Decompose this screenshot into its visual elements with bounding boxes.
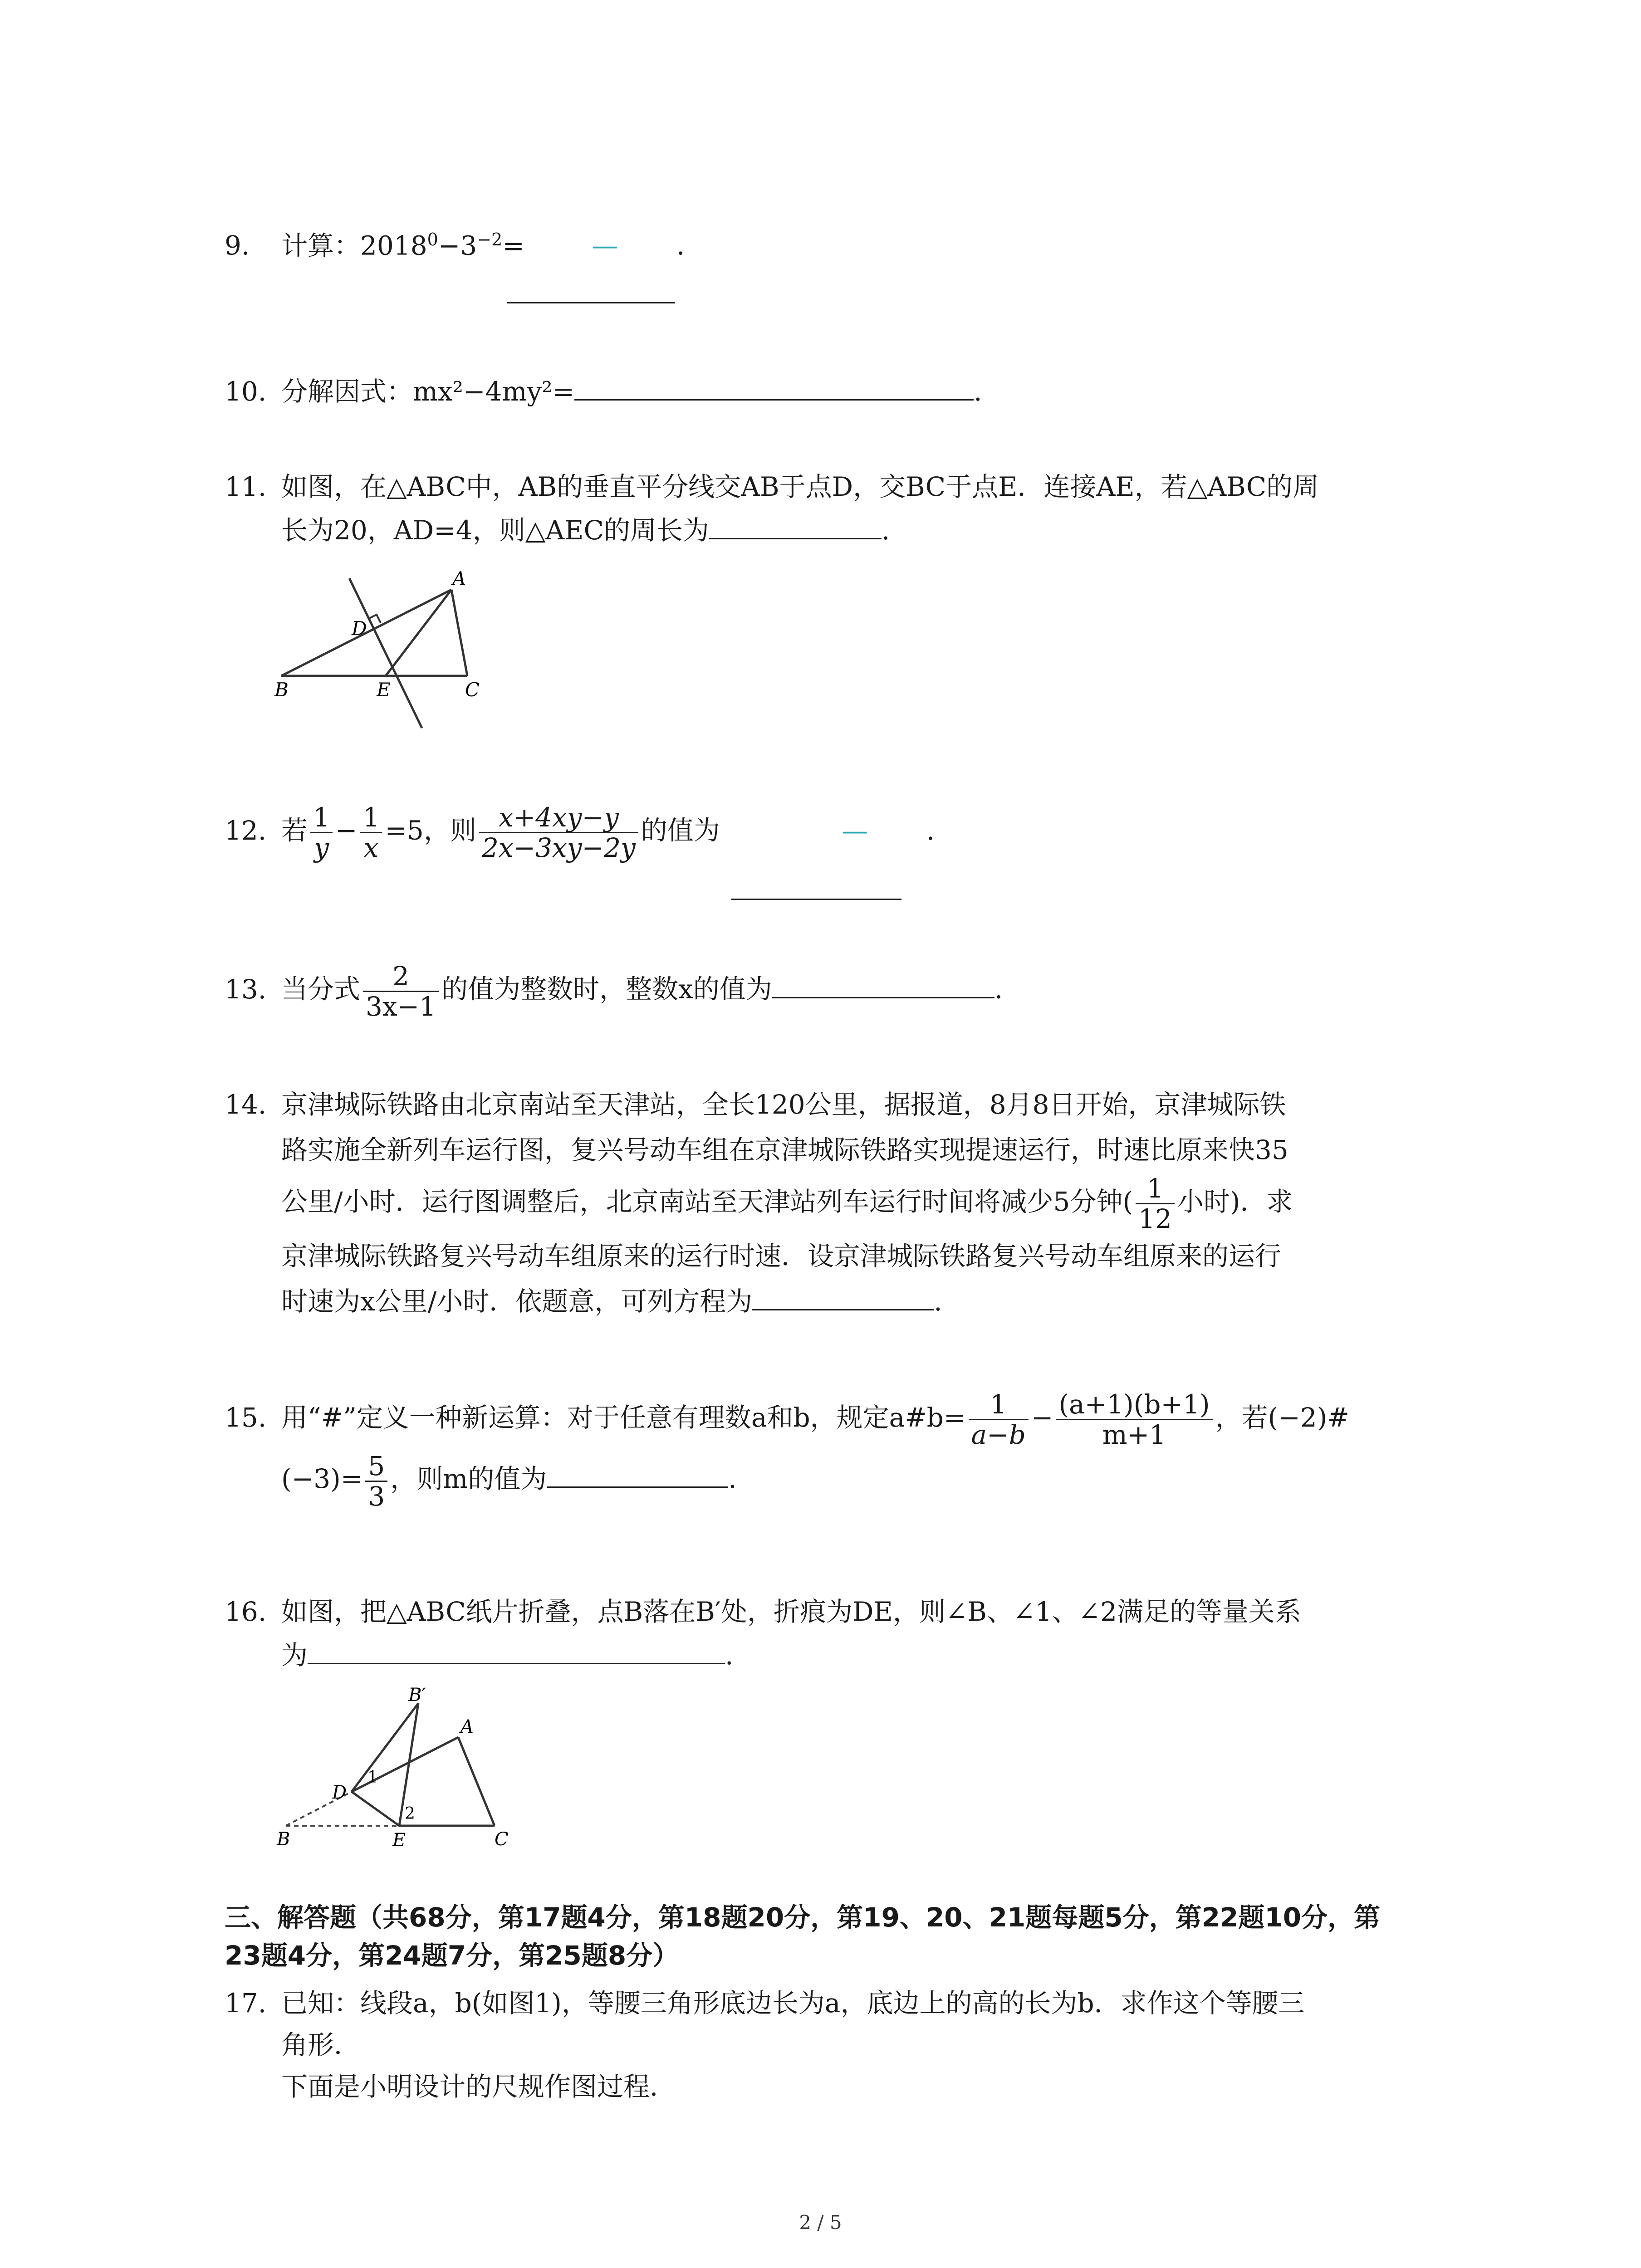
period: . (926, 815, 935, 846)
period: . (994, 973, 1003, 1005)
answer-blank[interactable] (574, 372, 974, 401)
question-text: = (502, 230, 524, 261)
dash-mark: — (592, 230, 618, 261)
exponent: 0 (427, 230, 438, 249)
denominator: y (314, 832, 329, 863)
question-14 (225, 1082, 1469, 1324)
question-text: 路实施全新列车运行图，复兴号动车组在京津城际铁路实现提速运行，时速比原来快35 (281, 1134, 1288, 1165)
denominator: x (363, 832, 379, 863)
exponent: −2 (477, 230, 503, 249)
dash-mark: — (842, 815, 868, 846)
question-11 (225, 465, 1469, 552)
fraction (969, 1390, 1029, 1449)
answer-blank[interactable] (752, 1282, 934, 1310)
answer-blank[interactable] (507, 272, 675, 303)
fold-figure-16 (272, 1687, 526, 1851)
denominator: 3x−1 (366, 991, 436, 1022)
fraction (1136, 1174, 1175, 1233)
operator: − (335, 815, 358, 846)
period: . (676, 230, 685, 261)
section-heading-line: 23题4分，第24题7分，第25题8分） (225, 1940, 679, 1971)
fraction (479, 803, 638, 862)
period: . (934, 1286, 942, 1317)
vertex-label-A: A (460, 1716, 474, 1737)
question-text: 公里/小时．运行图调整后，北京南站至天津站列车运行时间将减少5分钟( (281, 1186, 1133, 1217)
fraction (365, 1452, 387, 1511)
vertex-label-C: C (495, 1829, 509, 1850)
question-12 (225, 803, 1469, 862)
question-number: 10. (225, 376, 267, 407)
triangle-figure-11 (272, 567, 508, 730)
numerator: 1 (1136, 1174, 1175, 1204)
question-text: ，若(−2)# (1215, 1402, 1350, 1433)
section-heading (225, 1898, 1469, 1975)
question-text: 计算：2018 (281, 230, 427, 261)
numerator: 1 (969, 1390, 1029, 1420)
page-number: 2 / 5 (799, 2211, 842, 2234)
question-text: 京津城际铁路复兴号动车组原来的运行时速．设京津城际铁路复兴号动车组原来的运行 (281, 1241, 1282, 1272)
numerator: 1 (310, 803, 333, 833)
numerator: 2 (363, 962, 439, 992)
question-number: 11. (225, 471, 267, 502)
question-text: 当分式 (281, 973, 361, 1005)
question-number: 13. (225, 973, 267, 1005)
question-number: 17. (225, 1988, 267, 2019)
denominator: a−b (971, 1419, 1026, 1451)
fraction (363, 962, 439, 1021)
question-number: 9. (225, 230, 250, 261)
question-number: 16. (225, 1596, 267, 1627)
period: . (881, 515, 890, 546)
section-heading-line: 三、解答题（共68分，第17题4分，第18题20分，第19、20、21题每题5分，第22题10分，第 (225, 1902, 1381, 1933)
question-text: 的值为整数时，整数x的值为 (441, 973, 772, 1005)
question-text: −3 (438, 230, 477, 261)
answer-blank[interactable] (547, 1459, 728, 1488)
question-number: 15. (225, 1402, 267, 1433)
question-text: 如图，在△ABC中，AB的垂直平分线交AB于点D，交BC于点E．连接AE，若△ABC的周 (281, 471, 1319, 502)
question-text: 如图，把△ABC纸片折叠，点B落在B′处，折痕为DE，则∠B、∠1、∠2满足的等量关系 (281, 1596, 1302, 1627)
denominator: 2x−3xy−2y (481, 832, 636, 863)
vertex-label-B-prime: B′ (408, 1687, 426, 1706)
period: . (725, 1640, 734, 1671)
vertex-label-A: A (452, 567, 466, 590)
numerator: x+4xy−y (479, 803, 638, 833)
vertex-label-E: E (392, 1830, 406, 1851)
question-text: 分解因式：mx²−4my²= (281, 376, 575, 407)
question-text: 用“#”定义一种新运算：对于任意有理数a和b，规定a#b= (281, 1402, 966, 1433)
answer-blank[interactable] (308, 1636, 725, 1664)
fraction (1056, 1390, 1212, 1449)
answer-blank[interactable] (731, 869, 901, 900)
numerator: (a+1)(b+1) (1056, 1390, 1212, 1420)
vertex-label-C: C (465, 679, 480, 701)
question-text: (−3)= (281, 1463, 363, 1495)
question-text: 京津城际铁路由北京南站至天津站，全长120公里，据报道，8月8日开始，京津城际铁 (281, 1089, 1286, 1120)
question-17 (225, 1982, 1469, 2107)
question-text: 长为20，AD=4，则△AEC的周长为 (281, 515, 709, 546)
fraction (360, 803, 382, 862)
denominator: 3 (368, 1481, 385, 1512)
fraction (310, 803, 333, 862)
question-text: ，则m的值为 (390, 1463, 547, 1495)
numerator: 5 (365, 1452, 387, 1482)
question-10 (225, 370, 1469, 413)
vertex-label-E: E (377, 679, 391, 701)
question-9 (225, 218, 1469, 267)
vertex-label-D: D (352, 617, 367, 640)
answer-blank[interactable] (772, 970, 994, 998)
question-text: =5，则 (385, 815, 476, 846)
question-number: 12. (225, 815, 267, 846)
question-text: 已知：线段a，b(如图1)，等腰三角形底边长为a，底边上的高的长为b．求作这个等腰三 (281, 1988, 1305, 2019)
operator: − (1031, 1402, 1053, 1433)
denominator: 12 (1138, 1203, 1172, 1235)
question-text: 小时)．求 (1177, 1186, 1293, 1217)
question-number: 14. (225, 1089, 267, 1120)
period: . (974, 376, 982, 407)
vertex-label-D: D (332, 1782, 347, 1803)
denominator: m+1 (1102, 1419, 1166, 1451)
question-text: 角形． (281, 2029, 361, 2060)
question-text: 下面是小明设计的尺规作图过程． (281, 2071, 676, 2102)
question-text: 的值为 (641, 815, 720, 846)
numerator: 1 (360, 803, 382, 833)
vertex-label-B: B (274, 679, 289, 701)
question-text: 若 (281, 815, 308, 846)
answer-blank[interactable] (709, 511, 882, 539)
question-13 (225, 962, 1469, 1021)
question-15 (225, 1388, 1469, 1511)
angle-label-2: 2 (405, 1804, 415, 1823)
angle-label-1: 1 (367, 1768, 378, 1787)
question-16 (225, 1590, 1469, 1677)
vertex-label-B: B (277, 1829, 290, 1850)
question-text: 时速为x公里/小时．依题意，可列方程为 (281, 1286, 753, 1317)
question-text: 为 (281, 1640, 308, 1671)
period: . (728, 1463, 737, 1495)
